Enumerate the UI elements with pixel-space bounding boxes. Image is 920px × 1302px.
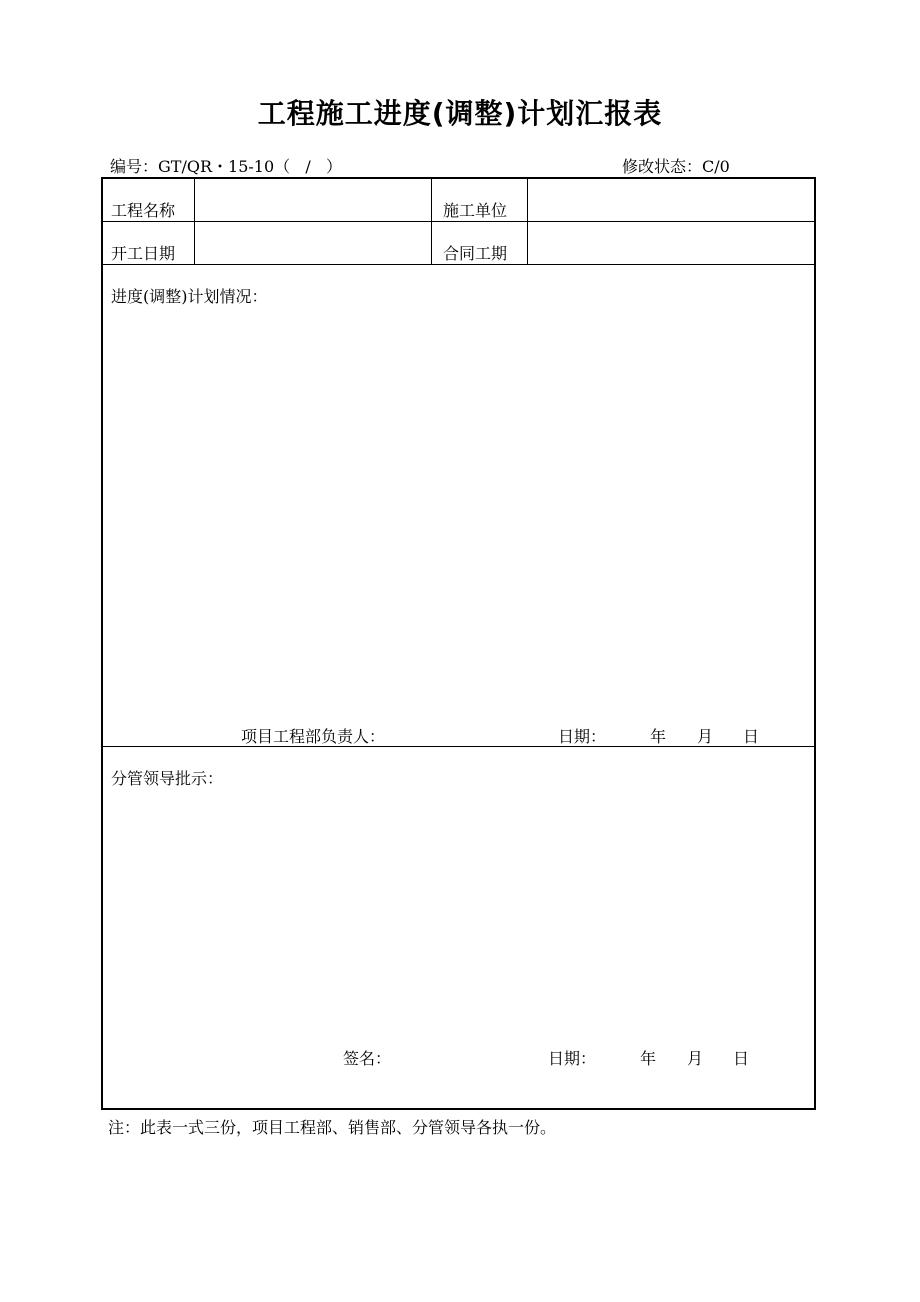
column-divider <box>527 179 528 264</box>
construction-unit-field[interactable] <box>529 181 811 220</box>
contract-period-field[interactable] <box>529 224 811 263</box>
plan-day-label: 日 <box>743 727 760 746</box>
construction-unit-label: 施工单位 <box>443 201 508 220</box>
project-name-field[interactable] <box>196 181 430 220</box>
plan-signer-label: 项目工程部负责人： <box>241 727 386 746</box>
approval-signature-label: 签名： <box>343 1049 392 1068</box>
approval-content-area[interactable] <box>111 789 806 1029</box>
plan-content-area[interactable] <box>111 307 806 717</box>
approval-day-label: 日 <box>733 1049 750 1068</box>
approval-month-label: 月 <box>687 1049 704 1068</box>
revision-status: 修改状态：C/0 <box>622 157 730 176</box>
report-form <box>101 177 816 1110</box>
start-date-field[interactable] <box>196 224 430 263</box>
approval-year-label: 年 <box>640 1049 657 1068</box>
plan-year-label: 年 <box>650 727 667 746</box>
footer-note: 注：此表一式三份，项目工程部、销售部、分管领导各执一份。 <box>108 1118 557 1137</box>
approval-section-label: 分管领导批示： <box>111 769 224 788</box>
column-divider <box>431 179 432 264</box>
plan-date-label: 日期： <box>558 727 607 746</box>
row-divider <box>103 221 814 222</box>
plan-month-label: 月 <box>697 727 714 746</box>
approval-date-label: 日期： <box>548 1049 597 1068</box>
form-code: 编号：GT/QR・15-10（ / ） <box>110 157 343 176</box>
contract-period-label: 合同工期 <box>443 244 508 263</box>
row-divider <box>103 264 814 265</box>
page-title: 工程施工进度(调整)计划汇报表 <box>257 97 663 130</box>
project-name-label: 工程名称 <box>111 201 176 220</box>
plan-section-label: 进度(调整)计划情况： <box>111 287 268 306</box>
start-date-label: 开工日期 <box>111 244 176 263</box>
column-divider <box>194 179 195 264</box>
